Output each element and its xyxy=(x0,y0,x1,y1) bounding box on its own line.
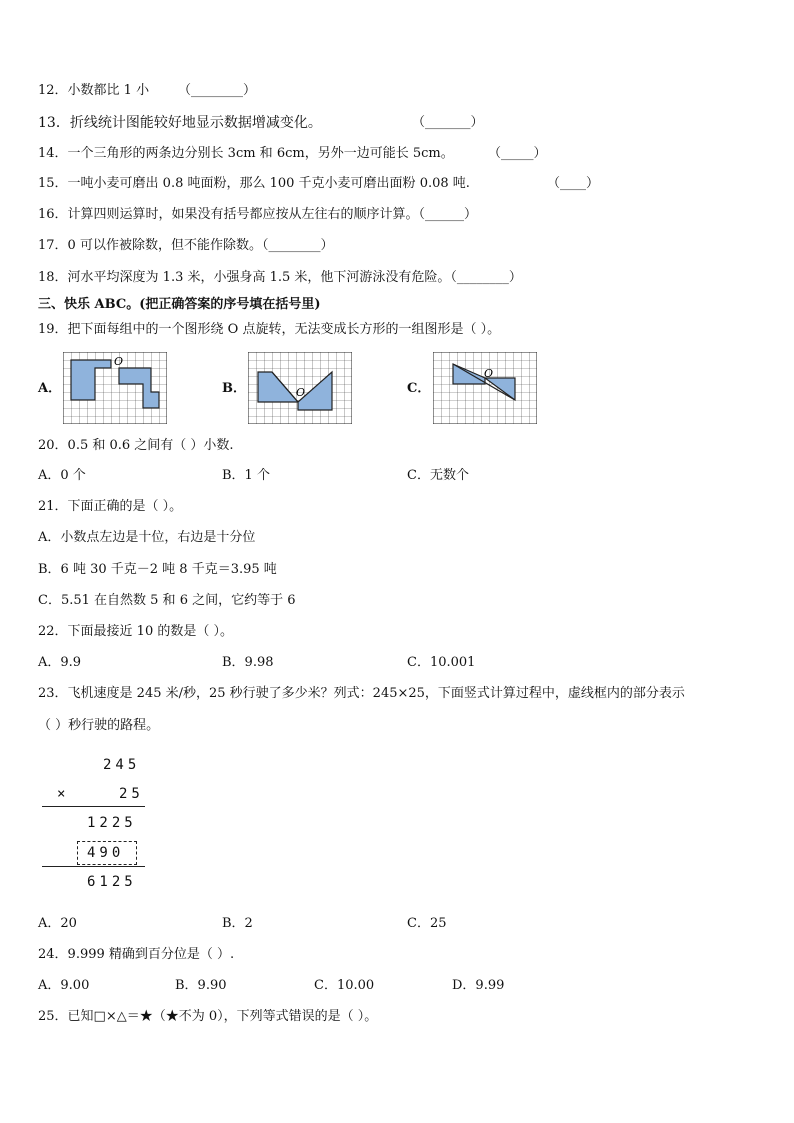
question-12: 12．小数都比 1 小 xyxy=(38,83,150,98)
q20-option-b[interactable]: B．1 个 xyxy=(222,468,270,483)
q21-option-b[interactable]: B．6 吨 30 千克－2 吨 8 千克＝3.95 吨 xyxy=(38,562,277,577)
figure-a-pivot-label: O xyxy=(114,355,124,368)
figure-c-pivot-label: O xyxy=(484,367,494,380)
option-a-label[interactable]: A． xyxy=(38,381,62,396)
question-17: 17．0 可以作被除数，但不能作除数。（________） xyxy=(38,238,334,253)
question-16: 16．计算四则运算时，如果没有括号都应按从左往右的顺序计算。（______） xyxy=(38,207,478,222)
calc-line-1 xyxy=(42,806,145,807)
q23-option-a[interactable]: A．20 xyxy=(38,916,77,931)
q21-option-a[interactable]: A．小数点左边是十位，右边是十分位 xyxy=(38,530,256,545)
q24-option-b[interactable]: B．9.90 xyxy=(175,978,227,993)
answer-blank-13[interactable]: （_______） xyxy=(412,115,484,130)
q24-option-a[interactable]: A．9.00 xyxy=(38,978,90,993)
answer-blank-12[interactable]: （________） xyxy=(178,83,257,98)
calc-partial-product-2: 490 xyxy=(87,845,125,861)
figure-c xyxy=(433,352,537,424)
q22-option-a[interactable]: A．9.9 xyxy=(38,655,82,670)
calc-times-sign: × xyxy=(57,786,70,802)
calc-line-2 xyxy=(42,866,145,867)
option-b-label[interactable]: B． xyxy=(222,381,246,396)
q22-option-b[interactable]: B．9.98 xyxy=(222,655,274,670)
question-15: 15．一吨小麦可磨出 0.8 吨面粉，那么 100 千克小麦可磨出面粉 0.08 吨. xyxy=(38,176,470,191)
q21-option-c[interactable]: C．5.51 在自然数 5 和 6 之间，它约等于 6 xyxy=(38,593,296,608)
question-18: 18．河水平均深度为 1.3 米，小强身高 1.5 米，他下河游泳没有危险。（________） xyxy=(38,270,522,285)
question-23-continued: （ ）秒行驶的路程。 xyxy=(38,718,160,733)
q24-option-c[interactable]: C．10.00 xyxy=(314,978,375,993)
figure-a xyxy=(63,352,167,424)
q20-option-c[interactable]: C．无数个 xyxy=(407,468,469,483)
figure-b-pivot-label: O xyxy=(296,386,306,399)
section-3-heading: 三、快乐 ABC。(把正确答案的序号填在括号里) xyxy=(38,297,321,312)
question-20: 20．0.5 和 0.6 之间有（ ）小数. xyxy=(38,438,234,453)
option-c-label[interactable]: C． xyxy=(407,381,431,396)
question-19: 19．把下面每组中的一个图形绕 O 点旋转，无法变成长方形的一组图形是（ ）。 xyxy=(38,322,501,337)
q23-option-b[interactable]: B．2 xyxy=(222,916,253,931)
q22-option-c[interactable]: C．10.001 xyxy=(407,655,476,670)
question-25: 25．已知□×△＝★（★不为 0），下列等式错误的是（ ）。 xyxy=(38,1009,378,1024)
question-21: 21．下面正确的是（ ）。 xyxy=(38,499,183,514)
calc-partial-product-1: 1225 xyxy=(87,815,137,831)
question-23: 23．飞机速度是 245 米/秒，25 秒行驶了多少米？列式：245×25，下面竖式计算过程中，虚线框内的部分表示 xyxy=(38,686,685,701)
answer-blank-14[interactable]: （_____） xyxy=(488,146,547,161)
figure-b xyxy=(248,352,352,424)
calc-multiplicand: 245 xyxy=(103,757,141,773)
calc-multiplier: 25 xyxy=(119,786,144,802)
question-22: 22．下面最接近 10 的数是（ ）。 xyxy=(38,624,233,639)
calc-product: 6125 xyxy=(87,874,137,890)
question-24: 24．9.999 精确到百分位是（ ）. xyxy=(38,947,235,962)
question-13: 13．折线统计图能较好地显示数据增减变化。 xyxy=(38,115,322,131)
q24-option-d[interactable]: D．9.99 xyxy=(452,978,505,993)
answer-blank-15[interactable]: （____） xyxy=(547,176,600,191)
q20-option-a[interactable]: A．0 个 xyxy=(38,468,86,483)
question-14: 14．一个三角形的两条边分别长 3cm 和 6cm，另外一边可能长 5cm。 xyxy=(38,146,454,161)
q23-option-c[interactable]: C．25 xyxy=(407,916,447,931)
